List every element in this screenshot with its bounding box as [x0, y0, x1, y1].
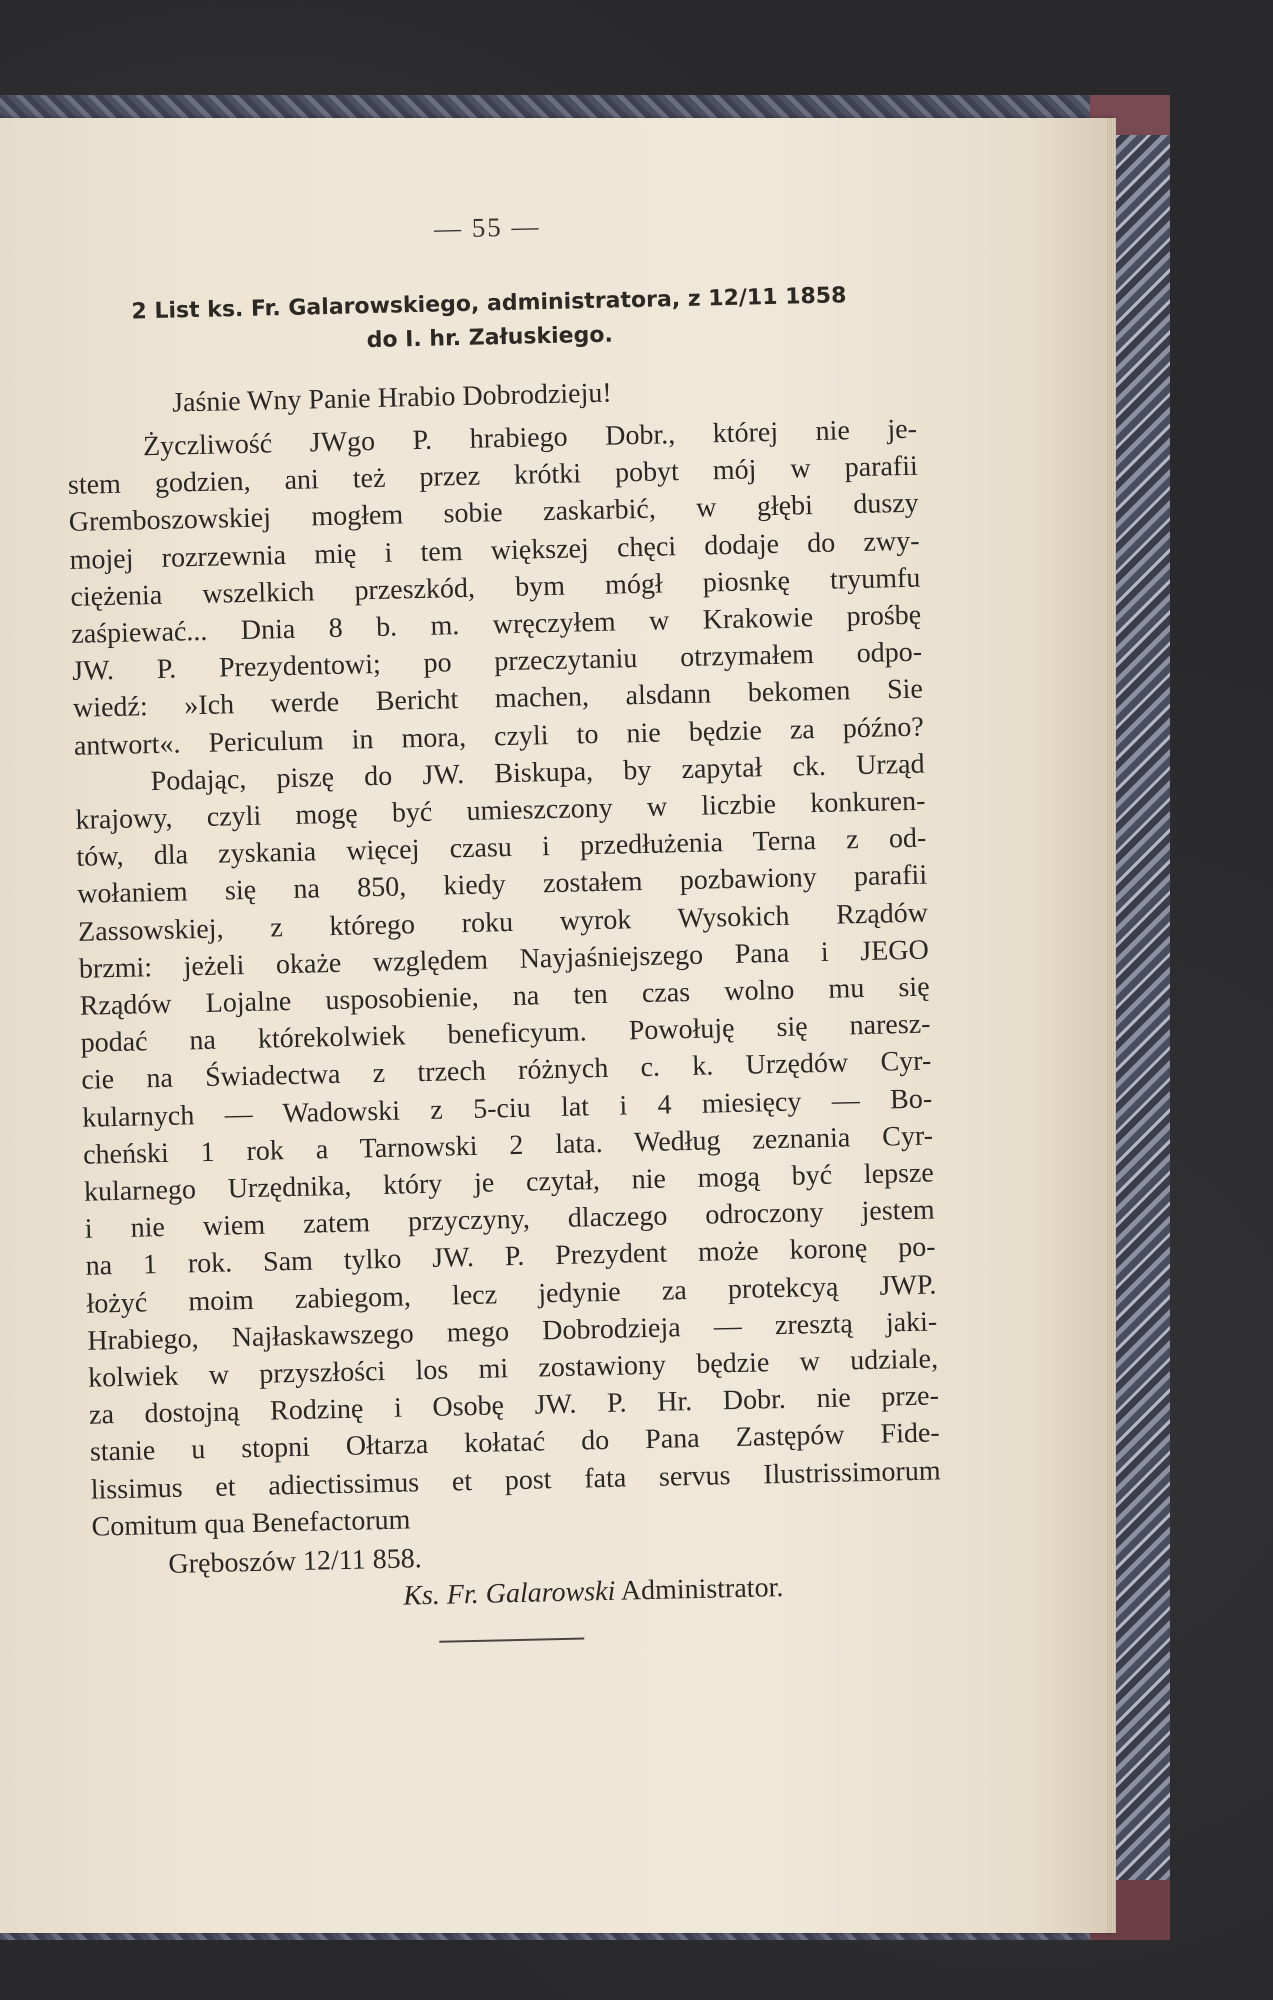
- text-line: antwort«. Periculum in mora, czyli to nie będzie za późno?: [73, 711, 925, 762]
- text-line: mojej rozrzewnia mię i tem większej chęci dodaje do zwy-: [69, 525, 920, 576]
- text-line: lissimus et adiectissimus et post fata servus Ilustrissimorum: [90, 1455, 941, 1506]
- text-line: na 1 rok. Sam tylko JW. P. Prezydent może koronę po-: [85, 1231, 936, 1283]
- page-edges: [1106, 118, 1116, 1933]
- paragraph-1: [67, 411, 924, 765]
- heading-line-2: do I. hr. Załuskiego.: [366, 322, 614, 354]
- text-line: za dostojną Rodzinę i Osobę JW. P. Hr. Dobr. nie prze-: [88, 1380, 940, 1431]
- salutation: Jaśnie Wny Panie Hrabio Dobrodzieju!: [171, 377, 612, 419]
- book-cover-marbled-edge: [1108, 95, 1170, 1940]
- paragraph-2: [74, 745, 942, 1545]
- text-line: wołaniem się na 850, kiedy zostałem pozbawiony parafii: [76, 859, 928, 911]
- text-line: tów, dla zyskania więcej czasu i przedłużenia Terna z od-: [76, 822, 927, 874]
- letter-heading: [64, 278, 915, 365]
- text-line: stem godzien, ani też przez krótki pobyt mój w parafii: [67, 450, 919, 502]
- text-line: Zassowskiej, z którego roku wyrok Wysokich Rządów: [77, 897, 929, 948]
- text-line: brzmi: jeżeli okaże względem Nayjaśniejszego Pana i JEGO: [78, 934, 930, 985]
- text-line: kularnych — Wadowski z 5-ciu lat i 4 miesięcy — Bo-: [81, 1083, 933, 1134]
- place-and-date: Gręboszów 12/11 858.: [168, 1543, 423, 1581]
- text-line: kolwiek w przyszłości los mi zostawiony będzie w udziale,: [87, 1343, 939, 1394]
- text-line: cheński 1 rok a Tarnowski 2 lata. Według zeznania Cyr-: [82, 1120, 934, 1171]
- signatory-title: Administrator.: [620, 1572, 784, 1607]
- text-line: JW. P. Prezydentowi; po przeczytaniu otrzymałem odpo-: [71, 636, 923, 688]
- text-line: stanie u stopni Ołtarza kołatać do Pana Zastępów Fide-: [89, 1417, 941, 1469]
- text-line: Podając, piszę do JW. Biskupa, by zapytał ck. Urząd: [150, 748, 925, 797]
- text-line: Rządów Lojalne usposobienie, na ten czas wolno mu się: [79, 971, 930, 1022]
- text-line: Hrabiego, Najłaskawszego mego Dobrodzieja — zresztą jaki-: [87, 1306, 938, 1357]
- text-line: ciężenia wszelkich przeszkód, bym mógł piosnkę tryumfu: [70, 562, 921, 613]
- text-line: wiedź: »Ich werde Bericht machen, alsdann bekomen Sie: [72, 674, 924, 725]
- text-line: zaśpiewać... Dnia 8 b. m. wręczyłem w Krakowie prośbę: [71, 599, 922, 650]
- heading-line-1: 2 List ks. Fr. Galarowskiego, administratora, z 12/11 1858: [131, 283, 847, 325]
- signatory-name: Ks. Fr. Galarowski: [402, 1575, 616, 1612]
- text-line: kularnego Urzędnika, który je czytał, nie mogą być lepsze: [83, 1157, 935, 1208]
- text-line: Gremboszowskiej mogłem sobie zaskarbić, w głębi duszy: [68, 488, 919, 539]
- text-line: łożyć moim zabiegom, lecz jedynie za protekcyą JWP.: [86, 1269, 937, 1320]
- page-number: — 55 —: [433, 211, 541, 244]
- text-line: Comitum qua Benefactorum: [91, 1504, 411, 1543]
- text-line: podać na którekolwiek beneficyum. Powołuję się naresz-: [80, 1008, 931, 1060]
- text-line: krajowy, czyli mogę być umieszczony w liczbie konkuren-: [75, 785, 926, 836]
- text-line: cie na Świadectwa z trzech różnych c. k. Urzędów Cyr-: [81, 1045, 932, 1097]
- page-text-block: [62, 203, 944, 1651]
- text-line: i nie wiem zatem przyczyny, dlaczego odroczony jestem: [84, 1194, 935, 1246]
- text-line: Życzliwość JWgo P. hrabiego Dobr., której nie je-: [142, 413, 918, 463]
